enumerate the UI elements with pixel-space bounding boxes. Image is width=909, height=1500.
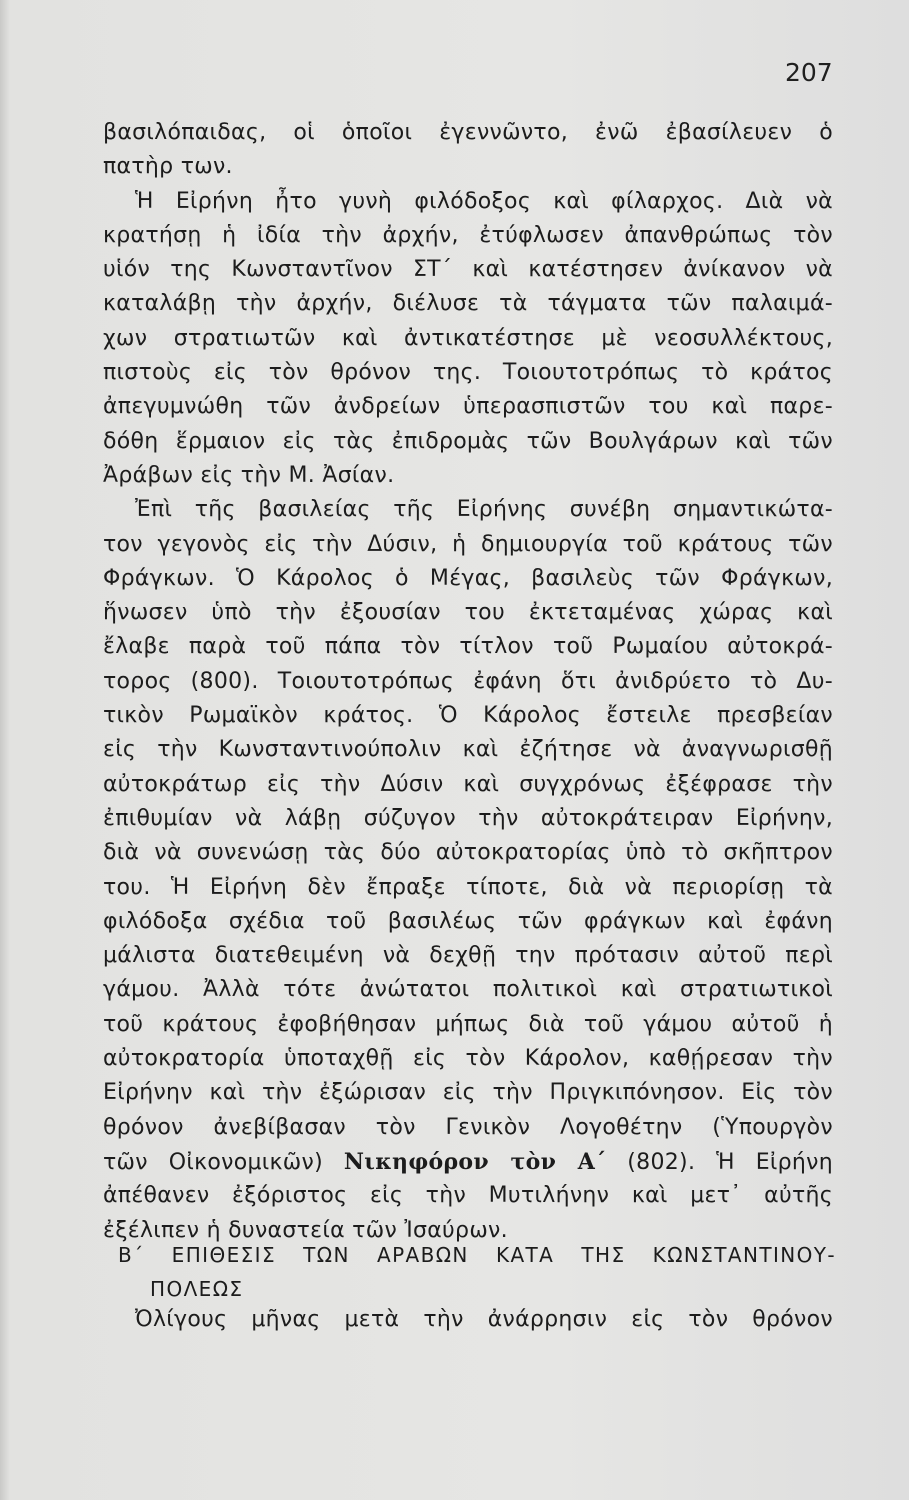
text-line: τορος (800). Τοιουτοτρόπως ἐφάνη ὅτι ἀνιδρύετο τὸ Δυ- <box>103 668 833 694</box>
line-start: τῶν Οἰκονομικῶν) <box>103 1149 323 1175</box>
text-line: Φράγκων. Ὁ Κάρολος ὁ Μέγας, βασιλεὺς τῶν Φράγκων, <box>103 565 833 591</box>
text-line-with-name <box>103 1145 833 1179</box>
text-line: θρόνον ἀνεβίβασαν τὸν Γενικὸν Λογοθέτην (Ὑπουργὸν <box>103 1114 833 1140</box>
text-line: κρατήσῃ ἡ ἰδία τὴν ἀρχήν, ἐτύφλωσεν ἀπανθρώπως τὸν <box>103 222 833 248</box>
text-line: ἐπιθυμίαν νὰ λάβῃ σύζυγον τὴν αὐτοκράτειραν Εἰρήνην, <box>103 805 833 831</box>
text-line: τοῦ κράτους ἐφοβήθησαν μήπως διὰ τοῦ γάμου αὐτοῦ ἡ <box>103 1011 833 1037</box>
text-line: Εἰρήνην καὶ τὴν ἐξώρισαν εἰς τὴν Πριγκιπόνησον. Εἰς τὸν <box>103 1080 833 1106</box>
section-heading-line: ΠΟΛΕΩΣ <box>150 1277 244 1301</box>
text-line: υἱόν της Κωνσταντῖνον ΣΤ΄ καὶ κατέστησεν ἀνίκανον νὰ <box>103 257 833 283</box>
text-line: αὐτοκρατορία ὑποταχθῇ εἰς τὸν Κάρολον, καθῄρεσαν τὴν <box>103 1046 833 1072</box>
text-line: ἐξέλιπεν ἡ δυναστεία τῶν Ἰσαύρων. <box>103 1217 508 1243</box>
text-line: φιλόδοξα σχέδια τοῦ βασιλέως τῶν φράγκων καὶ ἐφάνη <box>103 908 833 934</box>
text-line: δόθη ἕρμαιον εἰς τὰς ἐπιδρομὰς τῶν Βουλγάρων καὶ τῶν <box>103 428 833 454</box>
section-heading-line: Β΄ ΕΠΙΘΕΣΙΣ ΤΩΝ ΑΡΑΒΩΝ ΚΑΤΑ ΤΗΣ ΚΩΝΣΤΑΝΤΙΝΟΥ- <box>118 1243 836 1267</box>
text-line: διὰ νὰ συνενώσῃ τὰς δύο αὐτοκρατορίας ὑπὸ τὸ σκῆπτρον <box>103 840 833 866</box>
line-end: (802). Ἡ Εἰρήνη <box>627 1149 833 1175</box>
text-line: ἀπέθανεν ἐξόριστος εἰς τὴν Μυτιλήνην καὶ μετ᾽ αὐτῆς <box>103 1183 833 1209</box>
text-line: πατὴρ των. <box>103 154 233 180</box>
text-line: τον γεγονὸς εἰς τὴν Δύσιν, ἡ δημιουργία τοῦ κράτους τῶν <box>103 531 833 557</box>
text-line: Ἡ Εἰρήνη ἦτο γυνὴ φιλόδοξος καὶ φίλαρχος. Διὰ νὰ <box>135 188 833 214</box>
text-line: βασιλόπαιδας, οἱ ὁποῖοι ἐγεννῶντο, ἐνῶ ἐβασίλευεν ὁ <box>103 120 833 145</box>
section-heading <box>118 1238 836 1306</box>
page-number: 207 <box>785 58 833 87</box>
text-line: γάμου. Ἀλλὰ τότε ἀνώτατοι πολιτικοὶ καὶ στρατιωτικοὶ <box>103 977 833 1003</box>
text-line: του. Ἡ Εἰρήνη δὲν ἔπραξε τίποτε, διὰ νὰ περιορίσῃ τὰ <box>103 874 833 900</box>
text-line: Ἀράβων εἰς τὴν Μ. Ἀσίαν. <box>103 462 395 488</box>
body-text <box>103 116 833 1248</box>
text-line: τικὸν Ρωμαϊκὸν κράτος. Ὁ Κάρολος ἔστειλε πρεσβείαν <box>103 703 833 729</box>
section-body <box>103 1303 833 1337</box>
text-line: καταλάβῃ τὴν ἀρχήν, διέλυσε τὰ τάγματα τῶν παλαιμά- <box>103 291 833 317</box>
text-line: Ἐπὶ τῆς βασιλείας τῆς Εἰρήνης συνέβη σημαντικώτα- <box>135 497 833 523</box>
text-line: ἀπεγυμνώθη τῶν ἀνδρείων ὑπερασπιστῶν του καὶ παρε- <box>103 394 833 420</box>
text-line: χων στρατιωτῶν καὶ ἀντικατέστησε μὲ νεοσυλλέκτους, <box>103 325 833 351</box>
text-line: πιστοὺς εἰς τὸν θρόνον της. Τοιουτοτρόπως τὸ κράτος <box>103 360 833 386</box>
text-line: ἔλαβε παρὰ τοῦ πάπα τὸν τίτλον τοῦ Ρωμαίου αὐτοκρά- <box>103 634 833 660</box>
text-line: Ὀλίγους μῆνας μετὰ τὴν ἀνάρρησιν εἰς τὸν θρόνον <box>135 1307 833 1332</box>
text-line: μάλιστα διατεθειμένη νὰ δεχθῇ την πρότασιν αὐτοῦ περὶ <box>103 943 833 969</box>
text-line: ἥνωσεν ὑπὸ τὴν ἐξουσίαν του ἐκτεταμένας χώρας καὶ <box>103 600 833 626</box>
text-line: αὐτοκράτωρ εἰς τὴν Δύσιν καὶ συγχρόνως ἐξέφρασε τὴν <box>103 771 833 797</box>
text-line: εἰς τὴν Κωνσταντινούπολιν καὶ ἐζήτησε νὰ ἀναγνωρισθῇ <box>103 737 833 763</box>
emphasized-name: Νικηφόρον τὸν Α΄ <box>343 1148 607 1175</box>
